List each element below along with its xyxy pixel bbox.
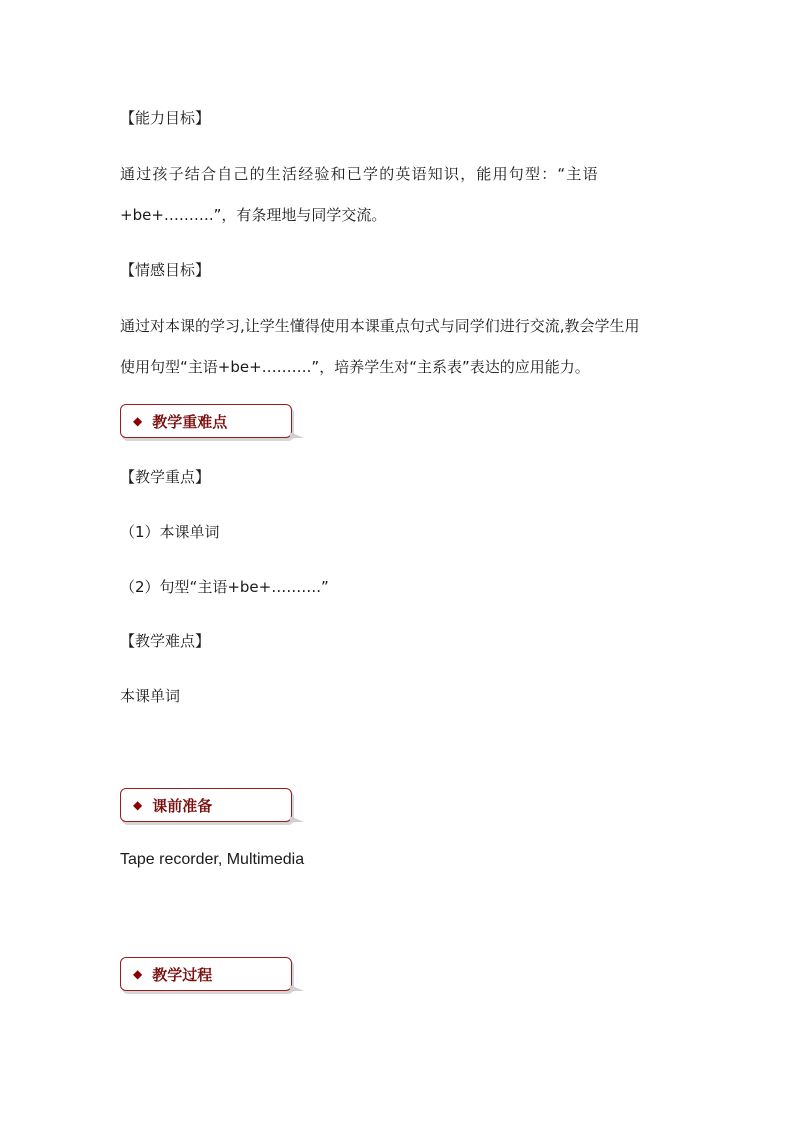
- ability-goal-heading: 【能力目标】: [120, 109, 211, 127]
- section-title: 教学重难点: [152, 412, 228, 431]
- ability-goal-line2: +be+……….”，有条理地与同学交流。: [120, 206, 387, 224]
- difficulty-text: 本课单词: [120, 687, 181, 705]
- section-shadow: [290, 985, 304, 991]
- key-points-heading: 【教学重点】: [120, 468, 211, 486]
- section-title: 教学过程: [152, 965, 213, 984]
- key-point-item-2: （2）句型“主语+be+……….”: [120, 578, 329, 596]
- emotion-goal-line2: 使用句型“主语+be+……….”，培养学生对“主系表”表达的应用能力。: [120, 358, 590, 376]
- preparation-text: Tape recorder, Multimedia: [120, 851, 305, 868]
- ability-goal-line1: 通过孩子结合自己的生活经验和已学的英语知识，能用句型：“主语: [120, 165, 599, 183]
- difficulty-heading: 【教学难点】: [120, 632, 211, 650]
- key-point-item-1: （1）本课单词: [120, 523, 220, 541]
- section-shadow: [290, 432, 304, 438]
- section-header-process: [120, 957, 292, 991]
- section-shadow: [290, 816, 304, 822]
- section-header-preparation: [120, 788, 292, 822]
- emotion-goal-line1: 通过对本课的学习,让学生懂得使用本课重点句式与同学们进行交流,教会学生用: [120, 317, 640, 335]
- diamond-icon: ◆: [133, 967, 143, 981]
- emotion-goal-heading: 【情感目标】: [120, 261, 211, 279]
- section-header-key-points: [120, 404, 292, 438]
- diamond-icon: ◆: [133, 414, 143, 428]
- section-title: 课前准备: [152, 796, 213, 815]
- diamond-icon: ◆: [133, 798, 143, 812]
